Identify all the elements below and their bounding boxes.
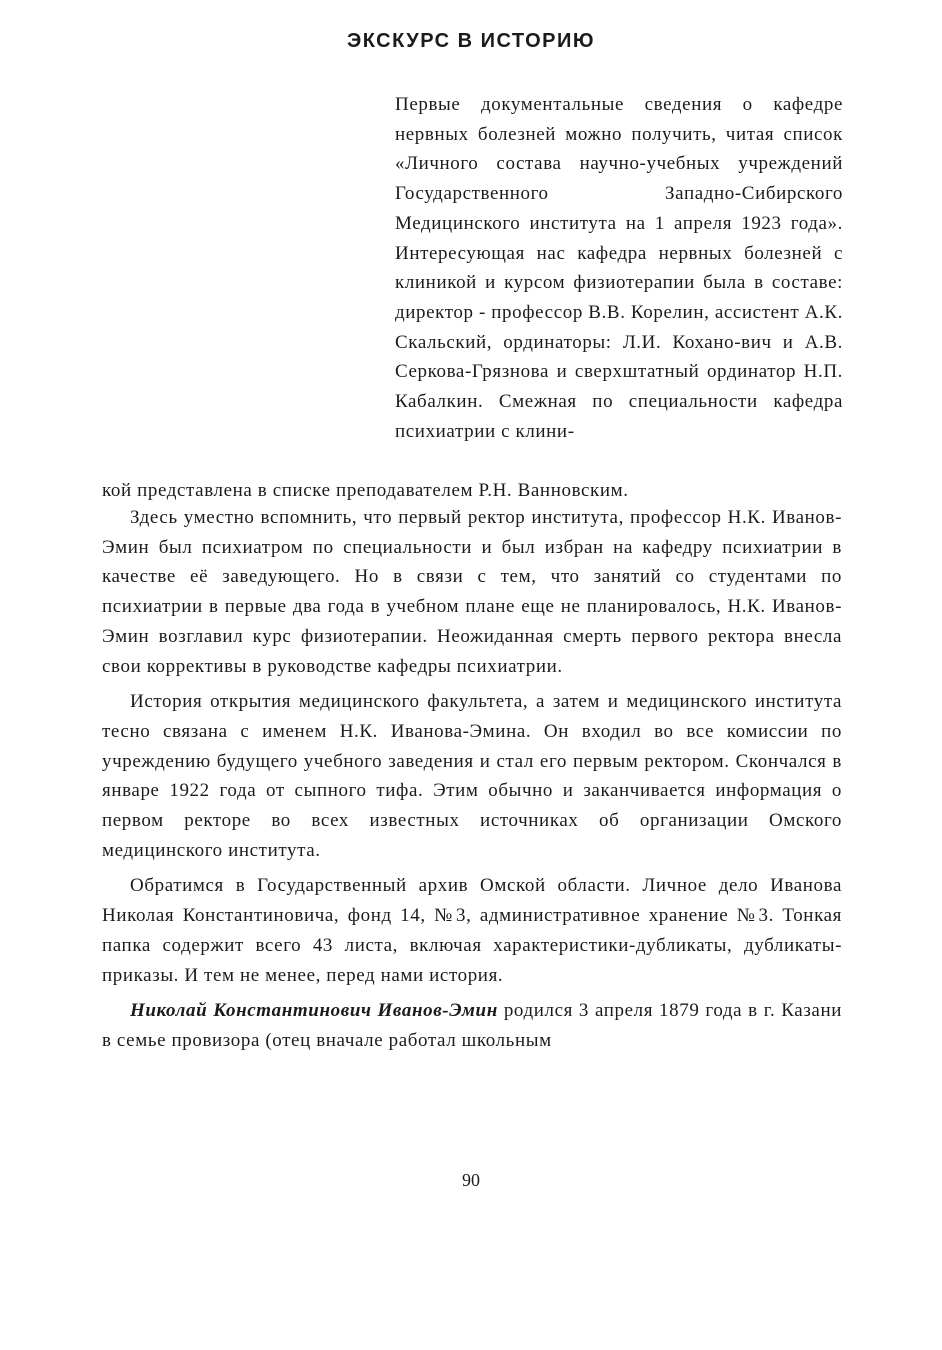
biography-text: родился 3 апреля 1879 года в г. Казани в семье провизора (отец вначале работал школьным xyxy=(102,1000,842,1051)
paragraph-archive: Обратимся в Государственный архив Омской области. Личное дело Иванова Николая Константиновича, фонд 14, №3, административное хранение №3. Тонкая папка содержит всего 43 листа, включая характеристики-дубликаты, дубликаты-приказы. И тем не менее, перед нами история. xyxy=(102,875,842,986)
page-title: ЭКСКУРС В ИСТОРИЮ xyxy=(346,30,596,52)
body-text xyxy=(102,503,842,1062)
person-name: Николай Константинович Иванов-Эмин xyxy=(130,1000,498,1022)
page-number: 90 xyxy=(462,1170,480,1190)
paragraph-history: История открытия медицинского факультета, а затем и медицинского института тесно связана с именем Н.К. Иванова-Эмина. Он входил во все комиссии по учреждению будущего учебного заведения и стал его первым ректором. Скончался в январе 1922 года от сыпного тифа. Этим обычно и заканчивается информация о первом ректоре во всех известных источниках об организации Омского медицинского института. xyxy=(102,691,842,861)
intro-paragraph: Первые документальные сведения о кафедре нервных болезней можно получить, читая список «Личного состава научно-учебных учреждений Государственного Западно-Сибирского Медицинского института на 1 апреля 1923 года». Интересующая нас кафедра нервных болезней с клиникой и курсом физиотерапии была в составе: директор - профессор В.В. Корелин, ассистент А.К. Скальский, ординаторы: Л.И. Кохано-вич и А.В. Серкова-Грязнова и сверхштатный ординатор Н.П. Кабалкин. Смежная по специальности кафедра психиатрии с клини- xyxy=(395,94,843,442)
intro-paragraph-tail: кой представлена в списке преподавателем Р.Н. Ванновским. xyxy=(102,480,629,501)
paragraph-biography xyxy=(102,996,842,1055)
paragraph-rector: Здесь уместно вспомнить, что первый ректор института, профессор Н.К. Иванов-Эмин был психиатром по специальности и был избран на кафедру психиатрии в качестве её заведующего. Но в связи с тем, что занятий со студентами по психиатрии в первые два года в учебном плане еще не планировалось, Н.К. Иванов-Эмин возглавил курс физиотерапии. Неожиданная смерть первого ректора внесла свои коррективы в руководстве кафедры психиатрии. xyxy=(102,507,842,677)
